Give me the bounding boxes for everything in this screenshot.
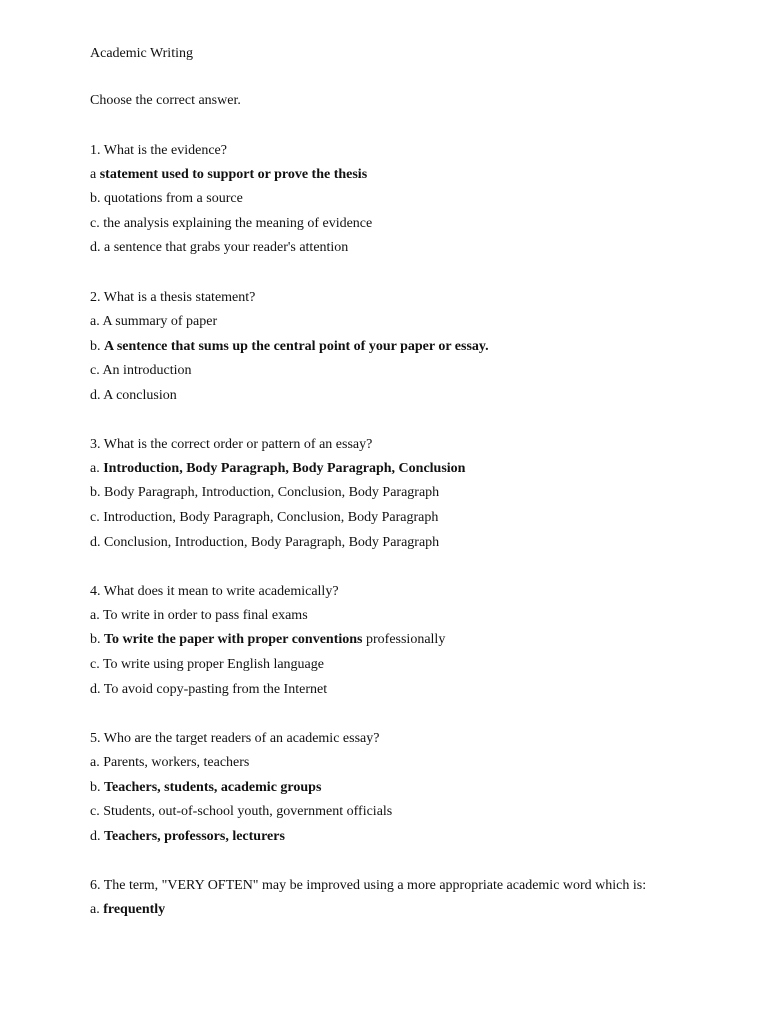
q3-option-a xyxy=(90,460,465,478)
question-2: 2. What is a thesis statement? xyxy=(90,290,256,305)
q5-option-c: c. Students, out-of-school youth, government officials xyxy=(90,804,393,819)
option-prefix: a xyxy=(90,167,100,182)
q6-option-a xyxy=(90,901,165,919)
option-prefix: a. xyxy=(90,461,104,476)
q2-option-d: d. A conclusion xyxy=(90,388,177,403)
document-title: Academic Writing xyxy=(90,46,193,61)
q1-option-c: c. the analysis explaining the meaning of evidence xyxy=(90,216,373,231)
q2-option-c: c. An introduction xyxy=(90,363,192,378)
option-suffix: professionally xyxy=(362,632,446,647)
option-prefix: b. xyxy=(90,632,104,647)
q4-option-d: d. To avoid copy-pasting from the Internet xyxy=(90,682,328,697)
question-6: 6. The term, "VERY OFTEN" may be improved using a more appropriate academic word which is: xyxy=(90,878,647,893)
q3-option-c: c. Introduction, Body Paragraph, Conclusion, Body Paragraph xyxy=(90,510,439,525)
instruction-text: Choose the correct answer. xyxy=(90,93,241,108)
correct-answer-text: Introduction, Body Paragraph, Body Paragraph, Conclusion xyxy=(103,461,466,476)
correct-answer-text: frequently xyxy=(103,902,166,917)
q4-option-a: a. To write in order to pass final exams xyxy=(90,608,308,623)
correct-answer-text: Teachers, students, academic groups xyxy=(104,780,322,795)
q2-option-b xyxy=(90,338,489,356)
correct-answer-text: statement used to support or prove the thesis xyxy=(99,167,368,182)
q5-option-d xyxy=(90,828,285,846)
q5-option-b xyxy=(90,779,321,797)
q3-option-b: b. Body Paragraph, Introduction, Conclusion, Body Paragraph xyxy=(90,485,440,500)
q1-option-d: d. a sentence that grabs your reader's attention xyxy=(90,240,349,255)
q1-option-a xyxy=(90,166,367,184)
q1-option-b: b. quotations from a source xyxy=(90,191,243,206)
correct-answer-text: A sentence that sums up the central point of your paper or essay. xyxy=(104,339,489,354)
question-1: 1. What is the evidence? xyxy=(90,143,227,158)
q2-option-a: a. A summary of paper xyxy=(90,314,218,329)
q4-option-c: c. To write using proper English language xyxy=(90,657,324,672)
q5-option-a: a. Parents, workers, teachers xyxy=(90,755,250,770)
option-prefix: b. xyxy=(90,339,104,354)
option-prefix: b. xyxy=(90,780,104,795)
correct-answer-text: To write the paper with proper conventions xyxy=(104,632,363,647)
q3-option-d: d. Conclusion, Introduction, Body Paragraph, Body Paragraph xyxy=(90,535,440,550)
option-prefix: a. xyxy=(90,902,104,917)
correct-answer-text: Teachers, professors, lecturers xyxy=(104,829,285,844)
question-4: 4. What does it mean to write academically? xyxy=(90,584,339,599)
question-3: 3. What is the correct order or pattern of an essay? xyxy=(90,437,373,452)
option-prefix: d. xyxy=(90,829,104,844)
question-5: 5. Who are the target readers of an academic essay? xyxy=(90,731,380,746)
q4-option-b xyxy=(90,631,445,649)
